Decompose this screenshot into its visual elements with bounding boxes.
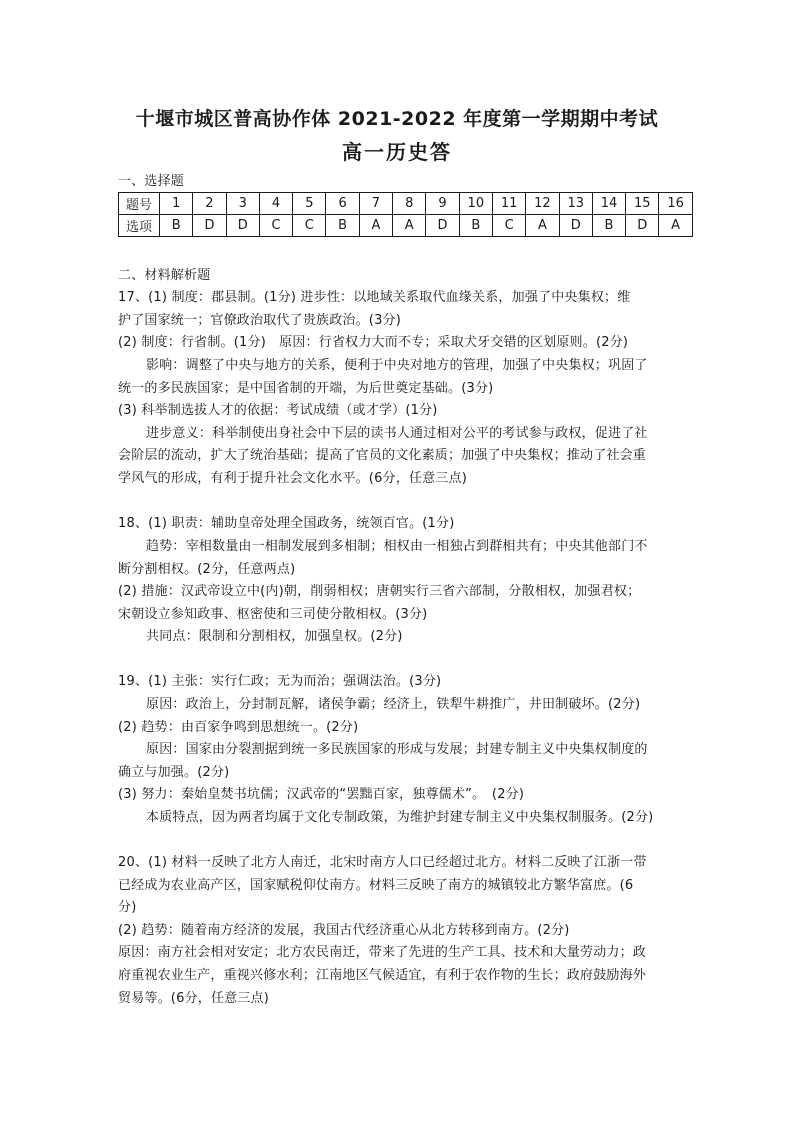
answer-line: 18、(1) 职责：辅助皇帝处理全国政务，统领百官。(1分) [118, 516, 455, 531]
answer-line: 影响：调整了中央与地方的关系，便利于中央对地方的管理，加强了中央集权；巩固了 [146, 358, 648, 373]
answer-line: 17、(1) 制度：郡县制。(1分) 进步性：以地域关系取代血缘关系，加强了中央集权；维 [118, 290, 631, 305]
answer-cell: B [592, 215, 625, 237]
question-number: 3 [226, 193, 259, 215]
answer-cell: B [459, 215, 492, 237]
answer-line: 20、(1) 材料一反映了北方人南迁，北宋时南方人口已经超过北方。材料二反映了江浙一带 [118, 855, 647, 870]
answer-cell: A [659, 215, 692, 237]
question-number: 15 [626, 193, 659, 215]
answer-line: 已经成为农业高产区，国家赋税仰仗南方。材料三反映了南方的城镇较北方繁华富庶。(6 [118, 878, 634, 893]
answer-line: 护了国家统一；官僚政治取代了贵族政治。(3分) [118, 313, 402, 328]
answer-line: 本质特点，因为两者均属于文化专制政策，为维护封建专制主义中央集权制服务。(2分) [146, 810, 654, 825]
answer-line: 趋势：宰相数量由一相制发展到多相制；相权由一相独占到群相共有；中央其他部门不 [146, 539, 648, 554]
answer-line: 学风气的形成，有利于提升社会文化水平。(6分，任意三点) [118, 471, 468, 486]
row-label-answer: 选项 [119, 215, 160, 237]
question-number: 12 [526, 193, 559, 215]
answer-line: (3) 努力：秦始皇焚书坑儒；汉武帝的“罢黜百家，独尊儒术”。 (2分) [118, 787, 525, 802]
question-number: 5 [293, 193, 326, 215]
answer-line: 共同点：限制和分割相权，加强皇权。(2分) [146, 629, 403, 644]
answer-cell: B [326, 215, 359, 237]
question-number: 14 [592, 193, 625, 215]
answer-table [118, 192, 693, 237]
table-row-answers [119, 215, 693, 237]
answer-line: 宋朝设立参知政事、枢密使和三司使分散相权。(3分) [118, 607, 428, 622]
answer-line: 确立与加强。(2分) [118, 765, 230, 780]
page-subtitle: 高一历史答 [342, 140, 452, 164]
answer-line: 原因：南方社会相对安定；北方农民南迁，带来了先进的生产工具、技术和大量劳动力；政 [118, 945, 647, 960]
answer-line: (3) 科举制选拔人才的依据：考试成绩（或才学）(1分) [118, 403, 438, 418]
answer-line: 府重视农业生产，重视兴修水利；江南地区气候适宜，有利于农作物的生长；政府鼓励海外 [118, 968, 647, 983]
answer-line: 统一的多民族国家；是中国省制的开端，为后世奠定基础。(3分) [118, 381, 494, 396]
row-label-number: 题号 [119, 193, 160, 215]
answer-cell: A [526, 215, 559, 237]
answer-line: 分) [118, 900, 137, 915]
page-title: 十堰市城区普高协作体 2021-2022 年度第一学期期中考试 [135, 108, 659, 130]
question-number: 4 [259, 193, 292, 215]
answer-cell: D [626, 215, 659, 237]
answer-line: (2) 趋势：随着南方经济的发展，我国古代经济重心从北方转移到南方。(2分) [118, 923, 570, 938]
answer-cell: A [359, 215, 392, 237]
question-number: 10 [459, 193, 492, 215]
answer-line: (2) 措施：汉武帝设立中(内)朝，削弱相权；唐朝实行三省六部制，分散相权，加强君权； [118, 584, 641, 599]
question-number: 1 [160, 193, 193, 215]
answer-cell: D [559, 215, 592, 237]
question-number: 8 [393, 193, 426, 215]
answer-line: 原因：国家由分裂割据到统一多民族国家的形成与发展；封建专制主义中央集权制度的 [146, 742, 648, 757]
answer-line: 会阶层的流动，扩大了统治基础；提高了官员的文化素质；加强了中央集权；推动了社会重 [118, 448, 647, 463]
answer-cell: C [259, 215, 292, 237]
answer-cell: C [492, 215, 525, 237]
question-number: 6 [326, 193, 359, 215]
question-number: 7 [359, 193, 392, 215]
answer-line: (2) 趋势：由百家争鸣到思想统一。(2分) [118, 720, 359, 735]
answer-cell: D [193, 215, 226, 237]
answer-line: 断分割相权。(2分，任意两点) [118, 562, 296, 577]
answer-line: 原因：政治上，分封制瓦解，诸侯争霸；经济上，铁犁牛耕推广，井田制破坏。(2分) [146, 697, 641, 712]
answer-cell: D [426, 215, 459, 237]
question-number: 16 [659, 193, 692, 215]
answer-line: (2) 制度：行省制。(1分) 原因：行省权力大而不专；采取犬牙交错的区划原则。(2分) [118, 335, 629, 350]
answer-cell: C [293, 215, 326, 237]
table-row-numbers [119, 193, 693, 215]
answer-line: 进步意义：科举制使出身社会中下层的读书人通过相对公平的考试参与政权，促进了社 [146, 426, 648, 441]
answer-cell: B [160, 215, 193, 237]
section-heading-choice: 一、选择题 [118, 174, 185, 189]
question-number: 13 [559, 193, 592, 215]
question-number: 2 [193, 193, 226, 215]
answer-line: 19、(1) 主张：实行仁政；无为而治；强调法治。(3分) [118, 674, 442, 689]
answer-cell: A [393, 215, 426, 237]
question-number: 9 [426, 193, 459, 215]
question-number: 11 [492, 193, 525, 215]
answer-line: 贸易等。(6分，任意三点) [118, 991, 270, 1006]
answer-cell: D [226, 215, 259, 237]
section-heading-analysis: 二、材料解析题 [118, 268, 211, 283]
